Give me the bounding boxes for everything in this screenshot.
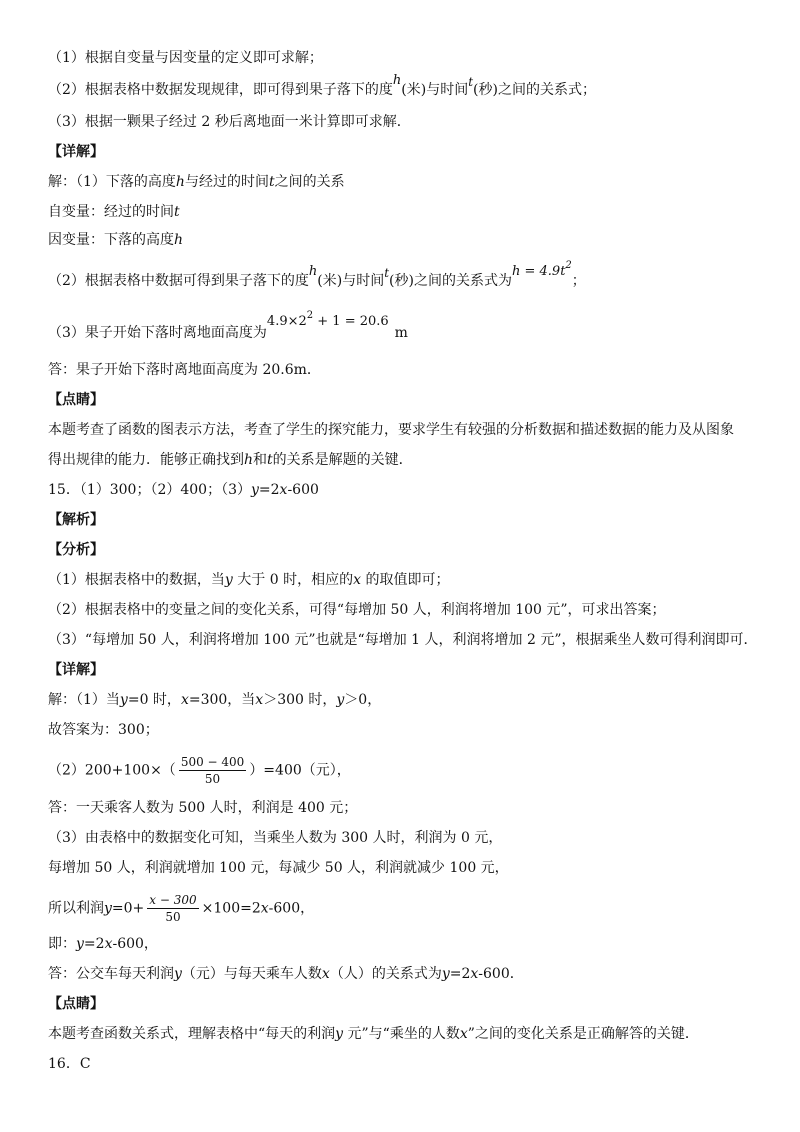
q15-detail-line-4 bbox=[48, 798, 357, 818]
q15-detail-line-3 bbox=[48, 754, 351, 787]
fraction bbox=[179, 754, 247, 787]
unit-text: m bbox=[394, 325, 408, 341]
var-h: h bbox=[308, 264, 318, 279]
detail-text: ×100=2 bbox=[201, 900, 261, 917]
detail-text: =0 时， bbox=[127, 692, 181, 708]
formula-text: + 1 = 20.6 bbox=[313, 314, 389, 329]
q15-comment-heading bbox=[48, 994, 104, 1014]
detail-text: ＞300 时， bbox=[263, 692, 337, 708]
detail-text: -600． bbox=[478, 966, 524, 982]
detail-text: (秒)之间的关系式为 bbox=[389, 273, 512, 289]
detail-line-5 bbox=[48, 310, 408, 344]
formula-text: 4.9×2 bbox=[266, 314, 307, 329]
comment-text: 元”与“乘坐的人数 bbox=[343, 1026, 460, 1042]
var-y: y bbox=[174, 966, 182, 982]
fraction-denominator: 50 bbox=[204, 772, 221, 786]
q15-detail-line-2 bbox=[48, 720, 159, 740]
var-h: h bbox=[392, 73, 402, 88]
detail-line-3 bbox=[48, 230, 183, 250]
q16-answer-line bbox=[48, 1054, 91, 1074]
var-y: y bbox=[335, 1026, 344, 1042]
var-y: y bbox=[441, 966, 450, 982]
var-t: t bbox=[468, 75, 474, 89]
detail-text: 解：（1）下落的高度 bbox=[48, 174, 176, 190]
q15-detail-line-1 bbox=[48, 690, 381, 710]
formula-exponent: 2 bbox=[306, 310, 314, 321]
formula-h-equals bbox=[511, 260, 572, 279]
analysis-text: （1）根据表格中的数据，当 bbox=[48, 572, 225, 588]
var-y: y bbox=[104, 900, 112, 917]
detail-text: 之间的关系 bbox=[274, 174, 345, 190]
detail-text: 即： bbox=[48, 936, 76, 952]
detail-text: （2）200+100×（ bbox=[48, 762, 176, 779]
q15-fenxi-heading bbox=[48, 540, 104, 560]
var-t: t bbox=[268, 174, 275, 190]
analysis-text: 大于 0 时，相应的 bbox=[232, 572, 354, 588]
detail-text: 每增加 50 人，利润就增加 100 元，每减少 50 人，利润就减少 100 元， bbox=[48, 860, 509, 876]
formula-exponent: 2 bbox=[565, 260, 572, 271]
analysis-text: （2）根据表格中的变量之间的变化关系，可得“每增加 50 人，利润将增加 100 元”，可求出答案； bbox=[48, 602, 666, 618]
comment-line-1 bbox=[48, 420, 734, 440]
section-heading: 【详解】 bbox=[48, 662, 104, 678]
analysis-text: （1）根据自变量与因变量的定义即可求解； bbox=[48, 50, 323, 66]
var-x: x bbox=[353, 572, 362, 588]
q15-analysis-line-1 bbox=[48, 570, 449, 590]
detail-text: =2 bbox=[449, 966, 471, 982]
var-x: x bbox=[260, 900, 269, 917]
detail-heading bbox=[48, 142, 104, 162]
detail-text: =2 bbox=[83, 936, 105, 952]
var-h: h bbox=[174, 232, 184, 248]
section-heading: 【详解】 bbox=[48, 144, 104, 160]
detail-text: （3）由表格中的数据变化可知，当乘坐人数为 300 人时，利润为 0 元， bbox=[48, 830, 503, 846]
comment-text: ”之间的变化关系是正确解答的关键． bbox=[467, 1026, 699, 1042]
comment-text: 本题考查了函数的图表示方法，考查了学生的探究能力，要求学生有较强的分析数据和描述数据的能力及从图象 bbox=[48, 422, 734, 438]
fraction bbox=[147, 892, 198, 925]
answer-text: =2 bbox=[258, 482, 280, 498]
var-t: t bbox=[267, 452, 273, 468]
detail-text: -600， bbox=[268, 900, 315, 917]
var-y: y bbox=[336, 692, 345, 708]
var-x: x bbox=[321, 966, 330, 982]
detail-text: 与经过的时间 bbox=[184, 174, 269, 190]
analysis-line-1 bbox=[48, 48, 323, 68]
detail-text: （3）果子开始下落时离地面高度为 bbox=[48, 325, 267, 341]
analysis-text: （3）根据一颗果子经过 2 秒后离地面一米计算即可求解． bbox=[48, 114, 411, 130]
var-h: h bbox=[244, 452, 254, 468]
detail-answer bbox=[48, 360, 321, 380]
analysis-line-3 bbox=[48, 112, 411, 132]
formula-text: h = 4.9t bbox=[511, 264, 566, 279]
q15-analysis-line-2 bbox=[48, 600, 666, 620]
answer-text: 15．（1）300；（2）400；（3） bbox=[48, 482, 251, 498]
detail-text: 因变量：下落的高度 bbox=[48, 232, 174, 248]
detail-text: （人）的关系式为 bbox=[329, 966, 442, 982]
formula-height bbox=[266, 310, 389, 329]
detail-line-4 bbox=[48, 260, 586, 292]
analysis-text: 的取值即可； bbox=[361, 572, 450, 588]
detail-text: 自变量：经过的时间 bbox=[48, 204, 174, 220]
analysis-text: （2）根据表格中数据发现规律，即可得到果子落下的度 bbox=[48, 82, 393, 98]
analysis-text: (秒)之间的关系式； bbox=[473, 82, 596, 98]
analysis-text: （3）“每增加 50 人，利润将增加 100 元”也就是“每增加 1 人，利润将增加 2 元”，根据乘坐人数可得利润即可． bbox=[48, 632, 758, 648]
comment-text: 和 bbox=[253, 452, 268, 468]
detail-text: （元）与每天乘车人数 bbox=[181, 966, 322, 982]
section-heading: 【解析】 bbox=[48, 512, 104, 528]
comment-text: 本题考查函数关系式，理解表格中“每天的利润 bbox=[48, 1026, 336, 1042]
var-x: x bbox=[255, 692, 264, 708]
detail-text: =300，当 bbox=[188, 692, 256, 708]
var-y: y bbox=[119, 692, 128, 708]
var-y: y bbox=[76, 936, 84, 952]
var-x: x bbox=[104, 936, 113, 952]
detail-text: （2）根据表格中数据可得到果子落下的度 bbox=[48, 273, 309, 289]
analysis-line-2 bbox=[48, 73, 596, 101]
analysis-text: (米)与时间 bbox=[401, 82, 469, 98]
detail-text: (米)与时间 bbox=[317, 273, 385, 289]
answer-text: -600 bbox=[287, 482, 319, 498]
var-t: t bbox=[384, 266, 390, 280]
detail-text: 所以利润 bbox=[48, 900, 104, 917]
q15-detail-heading bbox=[48, 660, 104, 680]
comment-line-2 bbox=[48, 450, 413, 470]
var-x: x bbox=[180, 692, 189, 708]
detail-text: 解：（1）当 bbox=[48, 692, 120, 708]
detail-text: ）=400（元）， bbox=[249, 762, 351, 779]
detail-line-2 bbox=[48, 202, 180, 222]
q15-detail-line-6 bbox=[48, 858, 509, 878]
q15-analysis-line-3 bbox=[48, 630, 758, 650]
answer-text: 16．C bbox=[48, 1056, 91, 1072]
q15-detail-line-9 bbox=[48, 964, 524, 984]
fraction-denominator: 50 bbox=[165, 910, 181, 924]
var-x: x bbox=[470, 966, 479, 982]
var-h: h bbox=[175, 174, 185, 190]
comment-heading bbox=[48, 390, 104, 410]
var-t: t bbox=[174, 204, 180, 220]
var-x: x bbox=[459, 1026, 468, 1042]
detail-text: =0+ bbox=[111, 900, 145, 917]
fraction-numerator: 500 − 400 bbox=[180, 755, 245, 769]
detail-text: -600， bbox=[112, 936, 158, 952]
section-heading: 【点睛】 bbox=[48, 996, 104, 1012]
detail-text: 答：公交车每天利润 bbox=[48, 966, 174, 982]
comment-text: 的关系是解题的关键． bbox=[272, 452, 413, 468]
detail-text: 答：一天乘客人数为 500 人时，利润是 400 元； bbox=[48, 800, 358, 816]
var-y: y bbox=[224, 572, 233, 588]
fraction-numerator: x − 300 bbox=[149, 893, 197, 907]
detail-text: ＞0， bbox=[344, 692, 382, 708]
q15-detail-line-7 bbox=[48, 892, 314, 925]
detail-line-1 bbox=[48, 172, 345, 192]
comment-text: 得出规律的能力．能够正确找到 bbox=[48, 452, 244, 468]
q15-answer-line bbox=[48, 480, 319, 500]
q15-detail-line-8 bbox=[48, 934, 158, 954]
detail-text: 故答案为：300； bbox=[48, 722, 159, 738]
section-heading: 【分析】 bbox=[48, 542, 104, 558]
q15-jiexi-heading bbox=[48, 510, 104, 530]
answer-text: 答：果子开始下落时离地面高度为 20.6m． bbox=[48, 362, 321, 378]
var-y: y bbox=[250, 482, 259, 498]
section-heading: 【点睛】 bbox=[48, 392, 104, 408]
q15-detail-line-5 bbox=[48, 828, 502, 848]
var-x: x bbox=[279, 482, 288, 498]
q15-comment-line-1 bbox=[48, 1024, 699, 1044]
detail-text: ； bbox=[571, 273, 586, 289]
